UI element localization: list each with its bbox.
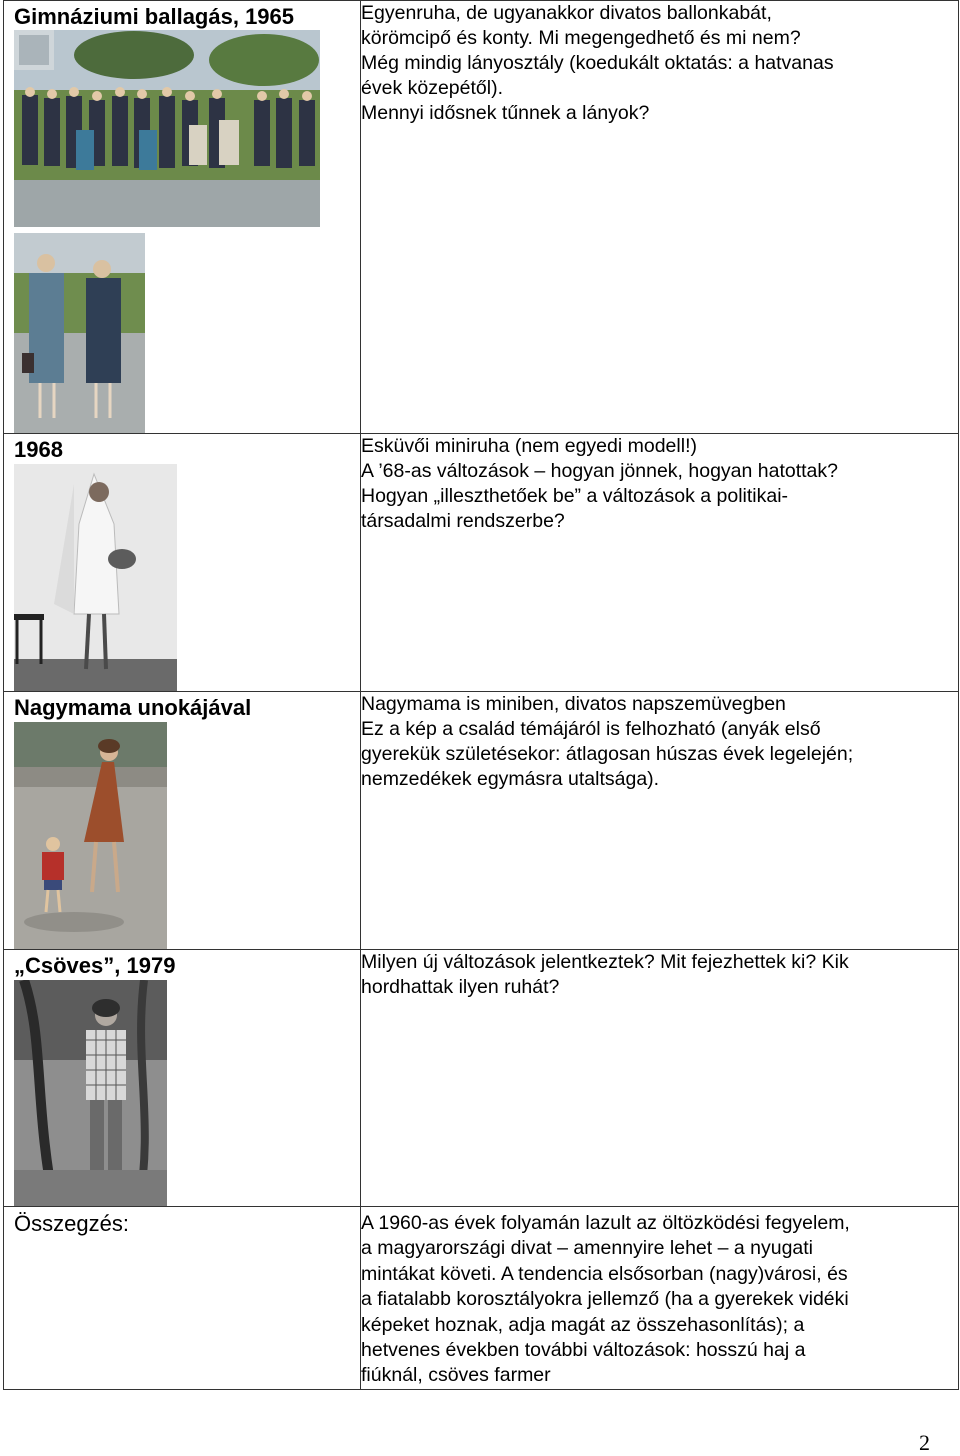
content-table <box>3 0 959 1390</box>
text-line: képeket hoznak, adja magát az összehasonlítás); a <box>361 1313 805 1336</box>
row-title: „Csöves”, 1979 <box>14 953 176 978</box>
text-line: évek közepétől). <box>361 77 503 99</box>
two-girls-photo <box>14 233 145 433</box>
text-line: Nagymama is miniben, divatos napszemüvegben <box>361 693 786 715</box>
left-cell <box>4 692 361 950</box>
row-title: 1968 <box>14 437 63 462</box>
text-line: Hogyan „illeszthetőek be” a változások a politikai- <box>361 485 789 507</box>
right-cell <box>361 692 959 950</box>
text-line: Milyen új változások jelentkeztek? Mit fejezhettek ki? Kik <box>361 951 849 973</box>
table-row <box>4 950 959 1207</box>
text-line: Még mindig lányosztály (koedukált oktatás: a hatvanas <box>361 52 834 74</box>
text-line: gyerekük születésekor: átlagosan húszas évek legelején; <box>361 743 854 765</box>
text-line: mintákat követi. A tendencia elsősorban (nagy)városi, és <box>361 1262 848 1285</box>
text-line: A ’68-as változások – hogyan jönnek, hogyan hatottak? <box>361 460 838 482</box>
right-cell <box>361 434 959 692</box>
text-line: Esküvői miniruha (nem egyedi modell!) <box>361 435 697 457</box>
text-line: fiúknál, csöves farmer <box>361 1364 551 1387</box>
page-number: 2 <box>919 1430 930 1455</box>
row-title: Gimnáziumi ballagás, 1965 <box>14 4 295 29</box>
right-cell <box>361 950 959 1207</box>
left-cell <box>4 1 361 434</box>
text-line: Mennyi idősnek tűnnek a lányok? <box>361 102 650 124</box>
text-line: Egyenruha, de ugyanakkor divatos ballonkabát, <box>361 2 772 24</box>
text-line: hetvenes években további változások: hosszú haj a <box>361 1339 806 1362</box>
text-line: hordhattak ilyen ruhát? <box>361 976 560 998</box>
table-row <box>4 1207 959 1390</box>
grandmother-grandchild-photo <box>14 722 167 949</box>
right-cell <box>361 1 959 434</box>
table-row <box>4 434 959 692</box>
csoves-1979-photo <box>14 980 167 1206</box>
text-line: társadalmi rendszerbe? <box>361 510 565 532</box>
text-line: a magyarországi divat – amennyire lehet – a nyugati <box>361 1237 814 1260</box>
table-row <box>4 692 959 950</box>
text-line: Ez a kép a család témájáról is felhozható (anyák első <box>361 718 821 740</box>
graduation-group-photo <box>14 30 320 227</box>
right-cell <box>361 1207 959 1390</box>
text-line: körömcipő és konty. Mi megengedhető és mi nem? <box>361 27 801 49</box>
left-cell <box>4 950 361 1207</box>
row-title: Nagymama unokájával <box>14 695 252 720</box>
text-line: A 1960-as évek folyamán lazult az öltözködési fegyelem, <box>361 1212 850 1234</box>
wedding-miniskirt-photo <box>14 464 177 691</box>
summary-title: Összegzés: <box>14 1211 129 1236</box>
text-line: nemzedékek egymásra utaltsága). <box>361 768 660 790</box>
left-cell <box>4 434 361 692</box>
text-line: a fiatalabb korosztályokra jellemző (ha a gyerekek vidéki <box>361 1288 849 1311</box>
table-row <box>4 1 959 434</box>
left-cell <box>4 1207 361 1390</box>
